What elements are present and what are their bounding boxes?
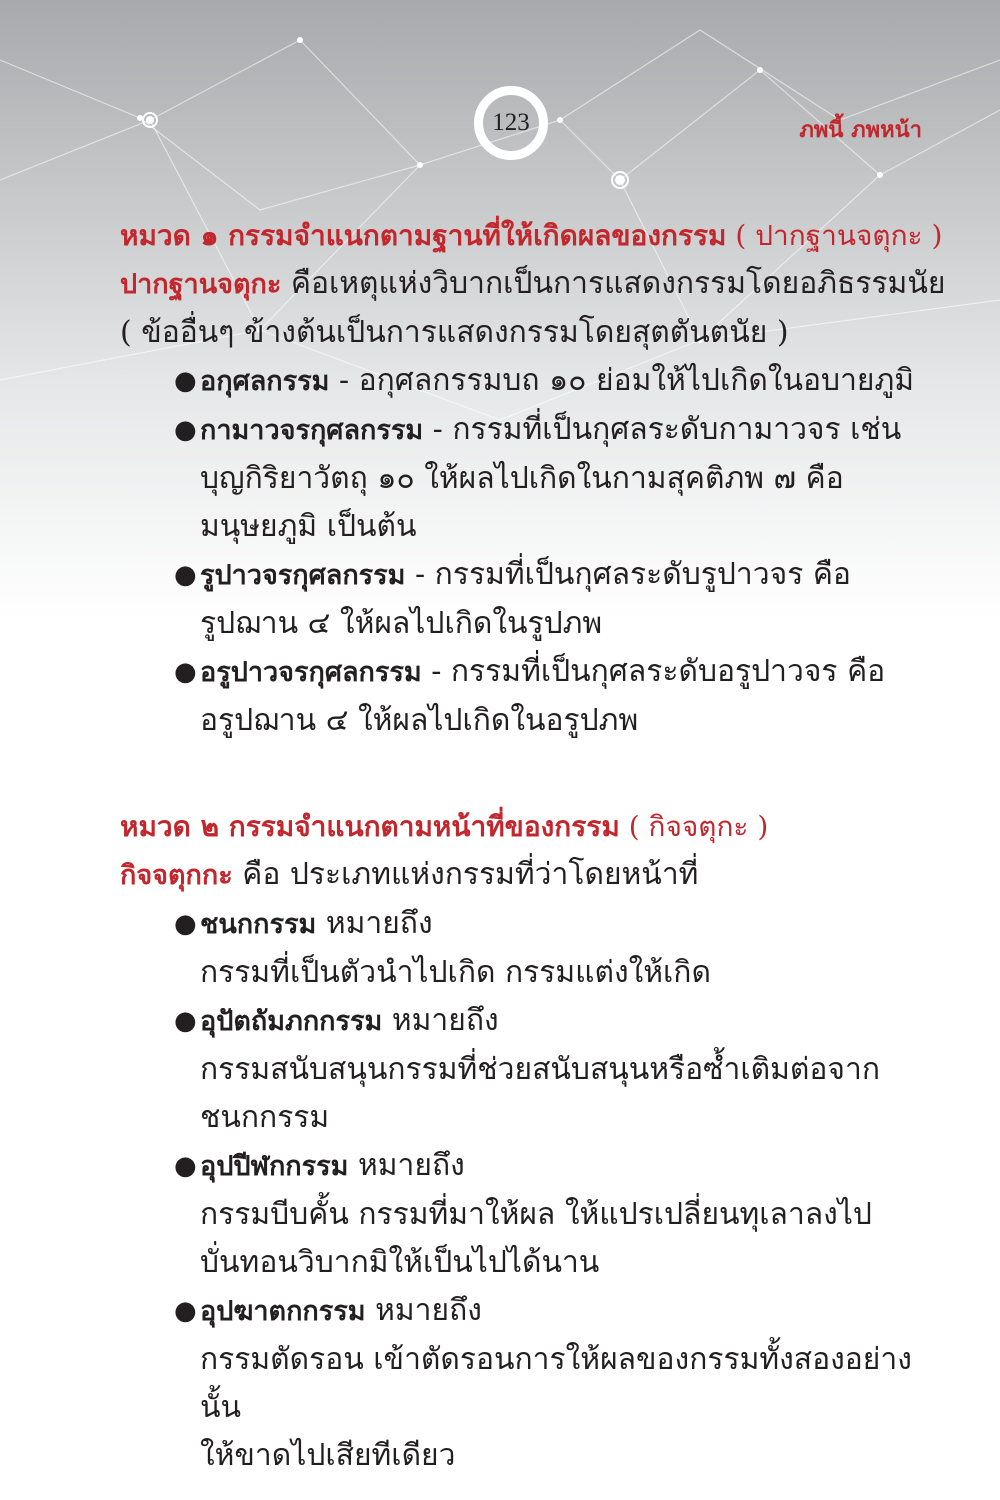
- item-text: หมายถึง: [348, 1148, 465, 1183]
- item-term: ชนกกรรม: [200, 909, 317, 940]
- list-item: [120, 1142, 930, 1287]
- bullet-icon: ●: [174, 1296, 197, 1326]
- section2-intro: [120, 851, 930, 900]
- item-term: รูปาวจรกุศลกรรม: [200, 560, 406, 591]
- section2-heading-text: หมวด ๒ กรรมจำแนกตามหน้าที่ของกรรม: [120, 810, 620, 843]
- bullet-icon: ●: [174, 560, 197, 590]
- item-line: ให้ขาดไปเสียทีเดียว: [200, 1438, 456, 1473]
- running-title: ภพนี้ ภพหน้า: [799, 118, 922, 143]
- section1-intro-line2: ( ข้ออื่นๆ ข้างต้นเป็นการแสดงกรรมโดยสุตตันตนัย ): [120, 315, 789, 350]
- bullet-icon: ●: [174, 366, 197, 396]
- bullet-icon: ●: [174, 1006, 197, 1036]
- item-text: หมายถึง: [382, 1003, 499, 1038]
- item-text: - กรรมที่เป็นกุศลระดับกามาวจร เช่น: [423, 412, 902, 447]
- page-number: 123: [492, 109, 530, 136]
- section2-list: [120, 900, 930, 1480]
- list-item: [120, 406, 930, 551]
- list-item: [120, 900, 930, 997]
- section1-list: [120, 357, 930, 745]
- item-line: มนุษยภูมิ เป็นต้น: [200, 509, 417, 544]
- item-term: กามาวจรกุศลกรรม: [200, 415, 424, 446]
- section1-intro: [120, 260, 946, 309]
- bullet-icon: ●: [174, 415, 197, 445]
- list-item: [120, 357, 930, 406]
- item-line: ชนกกรรม: [200, 1100, 330, 1135]
- section2-heading-paren: ( กิจจตุกะ ): [628, 810, 769, 843]
- section1-heading-text: หมวด ๑ กรรมจำแนกตามฐานที่ให้เกิดผลของกรรม: [120, 219, 727, 252]
- section1-intro-term: ปากฐานจตุกะ: [120, 269, 282, 300]
- item-term: อุปัตถัมภกกรรม: [200, 1006, 383, 1037]
- section1-heading-paren: ( ปากฐานจตุกะ ): [735, 219, 943, 252]
- list-item: [120, 997, 930, 1142]
- bullet-icon: ●: [174, 657, 197, 687]
- item-term: อุปปีฬกกรรม: [200, 1151, 349, 1182]
- page-number-badge: [474, 86, 548, 160]
- item-text: หมายถึง: [316, 906, 433, 941]
- item-text: - อกุศลกรรมบถ ๑๐ ย่อมให้ไปเกิดในอบายภูมิ: [329, 363, 915, 398]
- bullet-icon: ●: [174, 1151, 197, 1181]
- item-line: บุญกิริยาวัตถุ ๑๐ ให้ผลไปเกิดในกามสุคติภพ ๗ คือ: [200, 461, 844, 496]
- section2-intro-text: คือ ประเภทแห่งกรรมที่ว่าโดยหน้าที่: [232, 857, 699, 892]
- list-item: [120, 1287, 930, 1480]
- item-text: - กรรมที่เป็นกุศลระดับรูปาวจร คือ: [405, 557, 851, 592]
- list-item: [120, 648, 930, 745]
- item-text: - กรรมที่เป็นกุศลระดับอรูปาวจร คือ: [421, 654, 886, 689]
- section1-heading: [120, 212, 943, 260]
- section2-intro-term: กิจจตุกกะ: [120, 860, 233, 891]
- page-content: [120, 212, 946, 1480]
- item-line: รูปฌาน ๔ ให้ผลไปเกิดในรูปภพ: [200, 606, 603, 641]
- item-line: กรรมสนับสนุนกรรมที่ช่วยสนับสนุนหรือซ้ำเติมต่อจาก: [200, 1052, 880, 1087]
- item-term: อกุศลกรรม: [200, 366, 330, 397]
- section2-heading: [120, 803, 930, 851]
- item-line: กรรมตัดรอน เข้าตัดรอนการให้ผลของกรรมทั้งสองอย่างนั้น: [200, 1342, 912, 1425]
- item-term: อุปฆาตกกรรม: [200, 1296, 366, 1327]
- item-line: กรรมบีบคั้น กรรมที่มาให้ผล ให้แปรเปลี่ยนทุเลาลงไป: [200, 1197, 872, 1232]
- item-text: หมายถึง: [365, 1293, 482, 1328]
- list-item: [120, 551, 930, 648]
- bullet-icon: ●: [174, 909, 197, 939]
- item-line: บั่นทอนวิบากมิให้เป็นไปได้นาน: [200, 1245, 600, 1280]
- item-term: อรูปาวจรกุศลกรรม: [200, 657, 422, 688]
- item-line: อรูปฌาน ๔ ให้ผลไปเกิดในอรูปภพ: [200, 703, 639, 738]
- item-line: กรรมที่เป็นตัวนำไปเกิด กรรมแต่งให้เกิด: [200, 955, 711, 990]
- section-spacer: [120, 745, 930, 803]
- section1-intro-text: คือเหตุแห่งวิบากเป็นการแสดงกรรมโดยอภิธรรมนัย: [281, 266, 946, 301]
